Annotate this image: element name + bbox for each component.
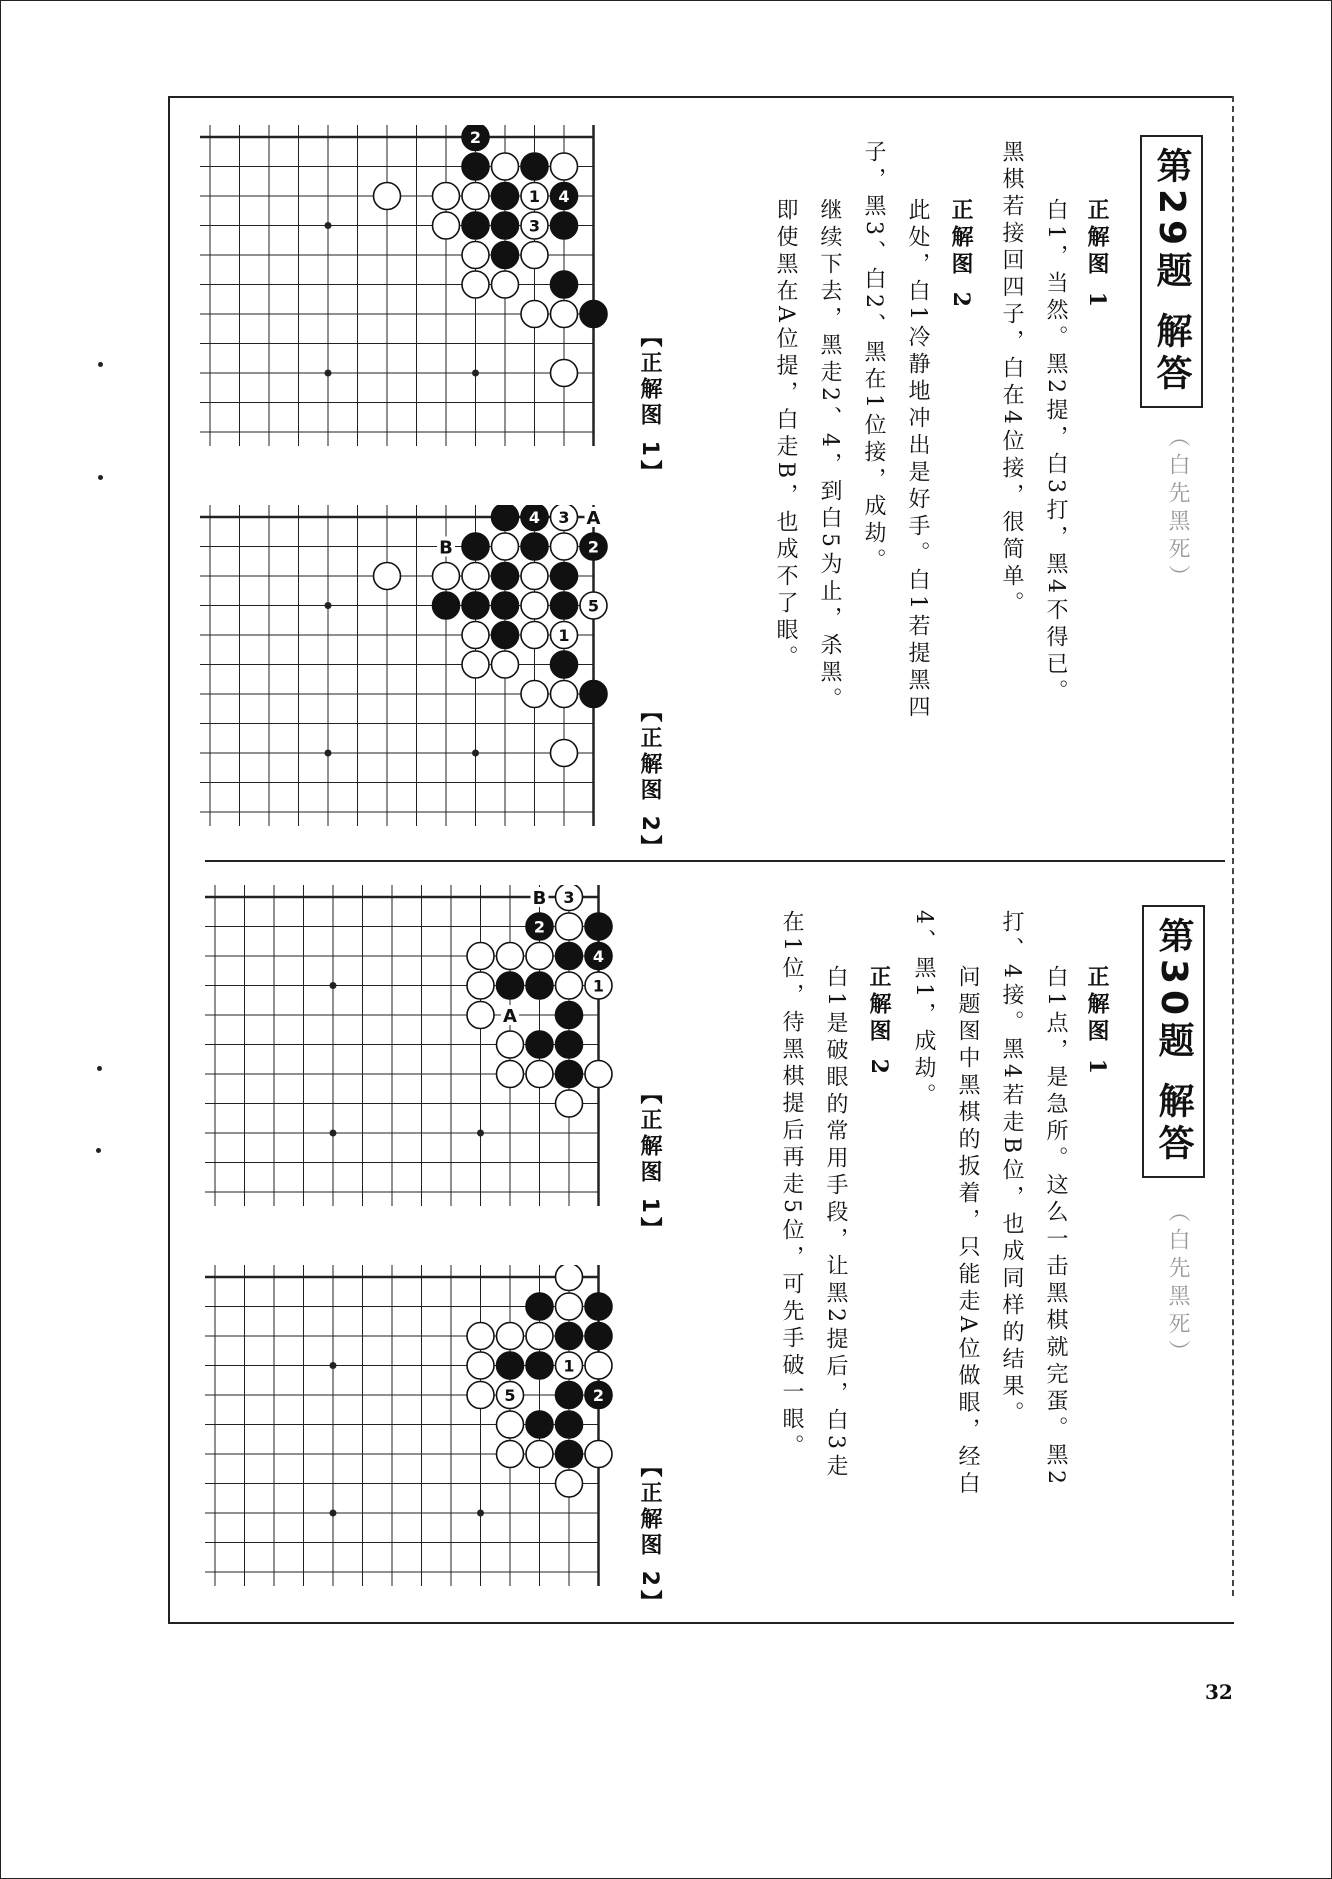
position-letter: A <box>503 1006 517 1027</box>
position-letter: B <box>439 537 453 559</box>
black-stone <box>526 1352 553 1379</box>
black-stone <box>526 1411 553 1438</box>
black-stone <box>551 651 578 678</box>
white-stone <box>551 533 578 560</box>
black-stone <box>585 1323 612 1350</box>
white-stone <box>497 1411 524 1438</box>
white-stone <box>462 622 489 649</box>
star-point <box>330 1130 337 1137</box>
black-stone <box>556 943 583 970</box>
p29-line: 此处，白1冷静地冲出是好手。白1若提黑四 <box>905 198 930 722</box>
black-stone <box>556 1061 583 1088</box>
star-point <box>477 1510 484 1517</box>
move-number: 4 <box>592 947 605 966</box>
white-stone <box>462 563 489 590</box>
black-stone <box>580 681 607 708</box>
white-stone <box>556 972 583 999</box>
white-stone <box>374 563 401 590</box>
problem30-title: 第30题 解答 <box>1142 905 1205 1178</box>
p30-line: 打、4接。黑4若走B位，也成同样的结果。 <box>999 910 1024 1429</box>
black-stone <box>492 592 519 619</box>
black-stone <box>585 913 612 940</box>
star-point <box>325 222 332 229</box>
white-stone <box>521 563 548 590</box>
star-point <box>325 750 332 757</box>
black-stone <box>580 301 607 328</box>
star-point <box>477 1130 484 1137</box>
white-stone <box>556 1470 583 1497</box>
move-number: 5 <box>587 596 600 616</box>
move-number: 2 <box>469 128 482 147</box>
p29-line: 黑棋若接回四子，白在4位接，很简单。 <box>999 140 1024 618</box>
p29-diagram1-label: 【正解图 1】 <box>637 325 662 486</box>
move-number: 1 <box>563 1356 575 1376</box>
black-stone <box>556 1382 583 1409</box>
black-stone <box>521 153 548 180</box>
white-stone <box>467 972 494 999</box>
p29-line: 子，黑3、白2、黑在1位接，成劫。 <box>861 140 886 575</box>
white-stone <box>492 271 519 298</box>
white-stone <box>497 1061 524 1088</box>
star-point <box>330 1510 337 1517</box>
black-stone <box>462 153 489 180</box>
scan-mark <box>98 475 103 480</box>
white-stone <box>462 242 489 269</box>
position-letter: B <box>532 888 547 909</box>
black-stone <box>551 212 578 239</box>
white-stone <box>497 943 524 970</box>
white-stone <box>521 681 548 708</box>
star-point <box>330 1362 337 1369</box>
white-stone <box>492 153 519 180</box>
white-stone <box>551 360 578 387</box>
p30-line: 白1点，是急所。这么一击黑棋就完蛋。黑2 <box>1043 965 1068 1489</box>
star-point <box>330 982 337 989</box>
p30-line: 4、黑1，成劫。 <box>911 910 936 1110</box>
black-stone <box>497 1352 524 1379</box>
right-edge <box>1232 96 1234 1596</box>
white-stone <box>462 271 489 298</box>
move-number: 5 <box>504 1386 516 1405</box>
black-stone <box>433 592 460 619</box>
black-stone <box>492 242 519 269</box>
black-stone <box>526 1293 553 1320</box>
black-stone <box>526 1031 553 1058</box>
white-stone <box>551 153 578 180</box>
p30-line: 在1位，待黑棋提后再走5位，可先手破一眼。 <box>779 910 804 1461</box>
p29-line: 白1，当然。黑2提，白3打，黑4不得已。 <box>1043 198 1068 706</box>
white-stone <box>521 301 548 328</box>
white-stone <box>551 301 578 328</box>
go-board-p29-diagram2 <box>200 505 640 845</box>
problem29-subtitle: （白先黑死） <box>1165 425 1190 593</box>
white-stone <box>462 651 489 678</box>
move-number: 3 <box>563 888 575 907</box>
p30-line: 问题图中黑棋的扳着，只能走A位做眼，经白 <box>955 965 980 1499</box>
problem30-subtitle: （白先黑死） <box>1165 1200 1190 1368</box>
white-stone <box>467 1002 494 1029</box>
black-stone <box>492 183 519 210</box>
black-stone <box>556 1031 583 1058</box>
p29-label-1: 正解图 1 <box>1084 198 1110 312</box>
white-stone <box>497 1031 524 1058</box>
white-stone <box>551 681 578 708</box>
white-stone <box>521 242 548 269</box>
black-stone <box>551 271 578 298</box>
p30-label-2: 正解图 2 <box>866 965 892 1079</box>
white-stone <box>433 212 460 239</box>
white-stone <box>526 1061 553 1088</box>
white-stone <box>556 1090 583 1117</box>
p29-diagram2-label: 【正解图 2】 <box>637 700 662 861</box>
white-stone <box>551 740 578 767</box>
p29-line: 继续下去，黑走2、4，到白5为止，杀黑。 <box>817 198 842 714</box>
white-stone <box>521 592 548 619</box>
p30-label-1: 正解图 1 <box>1084 965 1110 1079</box>
p29-line: 即使黑在A位提，白走B，也成不了眼。 <box>773 198 798 673</box>
scan-mark <box>96 1148 101 1153</box>
white-stone <box>526 943 553 970</box>
white-stone <box>374 183 401 210</box>
black-stone <box>556 1411 583 1438</box>
page-number: 32 <box>1205 1680 1233 1704</box>
black-stone <box>497 972 524 999</box>
move-number: 4 <box>528 508 541 527</box>
black-stone <box>556 1441 583 1468</box>
white-stone <box>492 533 519 560</box>
p29-label-2: 正解图 2 <box>948 198 974 312</box>
white-stone <box>556 1265 583 1291</box>
white-stone <box>585 1441 612 1468</box>
move-number: 1 <box>558 626 570 645</box>
white-stone <box>492 651 519 678</box>
white-stone <box>556 913 583 940</box>
black-stone <box>551 563 578 590</box>
go-board-p30-diagram2 <box>205 1265 645 1610</box>
black-stone <box>551 592 578 619</box>
move-number: 2 <box>533 917 546 937</box>
white-stone <box>497 1323 524 1350</box>
black-stone <box>521 533 548 560</box>
white-stone <box>467 1352 494 1379</box>
white-stone <box>467 943 494 970</box>
black-stone <box>462 212 489 239</box>
black-stone <box>492 505 519 531</box>
white-stone <box>526 1323 553 1350</box>
white-stone <box>585 1061 612 1088</box>
white-stone <box>521 622 548 649</box>
p30-line: 白1是破眼的常用手段，让黑2提后，白3走 <box>823 965 848 1481</box>
move-number: 3 <box>558 508 570 527</box>
move-number: 1 <box>528 187 541 206</box>
black-stone <box>492 212 519 239</box>
black-stone <box>556 1002 583 1029</box>
go-board-p29-diagram1 <box>200 125 640 470</box>
black-stone <box>585 1293 612 1320</box>
white-stone <box>585 1352 612 1379</box>
white-stone <box>433 183 460 210</box>
black-stone <box>526 972 553 999</box>
white-stone <box>556 1293 583 1320</box>
black-stone <box>556 1323 583 1350</box>
black-stone <box>492 622 519 649</box>
position-letter: A <box>586 508 601 529</box>
star-point <box>472 370 479 377</box>
go-board-p30-diagram1 <box>205 885 645 1235</box>
scan-mark <box>97 1066 102 1071</box>
star-point <box>325 602 332 609</box>
move-number: 4 <box>558 187 570 206</box>
move-number: 1 <box>592 976 605 996</box>
white-stone <box>433 563 460 590</box>
move-number: 2 <box>587 537 600 557</box>
p30-diagram1-label: 【正解图 1】 <box>637 1082 662 1243</box>
white-stone <box>467 1323 494 1350</box>
white-stone <box>526 1441 553 1468</box>
white-stone <box>467 1382 494 1409</box>
scan-mark <box>98 362 103 367</box>
black-stone <box>462 533 489 560</box>
problem29-title: 第29题 解答 <box>1140 135 1203 408</box>
white-stone <box>497 1441 524 1468</box>
move-number: 3 <box>528 216 541 236</box>
star-point <box>325 370 332 377</box>
white-stone <box>462 183 489 210</box>
p30-diagram2-label: 【正解图 2】 <box>637 1455 662 1616</box>
star-point <box>472 750 479 757</box>
section-divider <box>205 860 1225 862</box>
black-stone <box>492 563 519 590</box>
move-number: 2 <box>592 1386 605 1405</box>
black-stone <box>462 592 489 619</box>
